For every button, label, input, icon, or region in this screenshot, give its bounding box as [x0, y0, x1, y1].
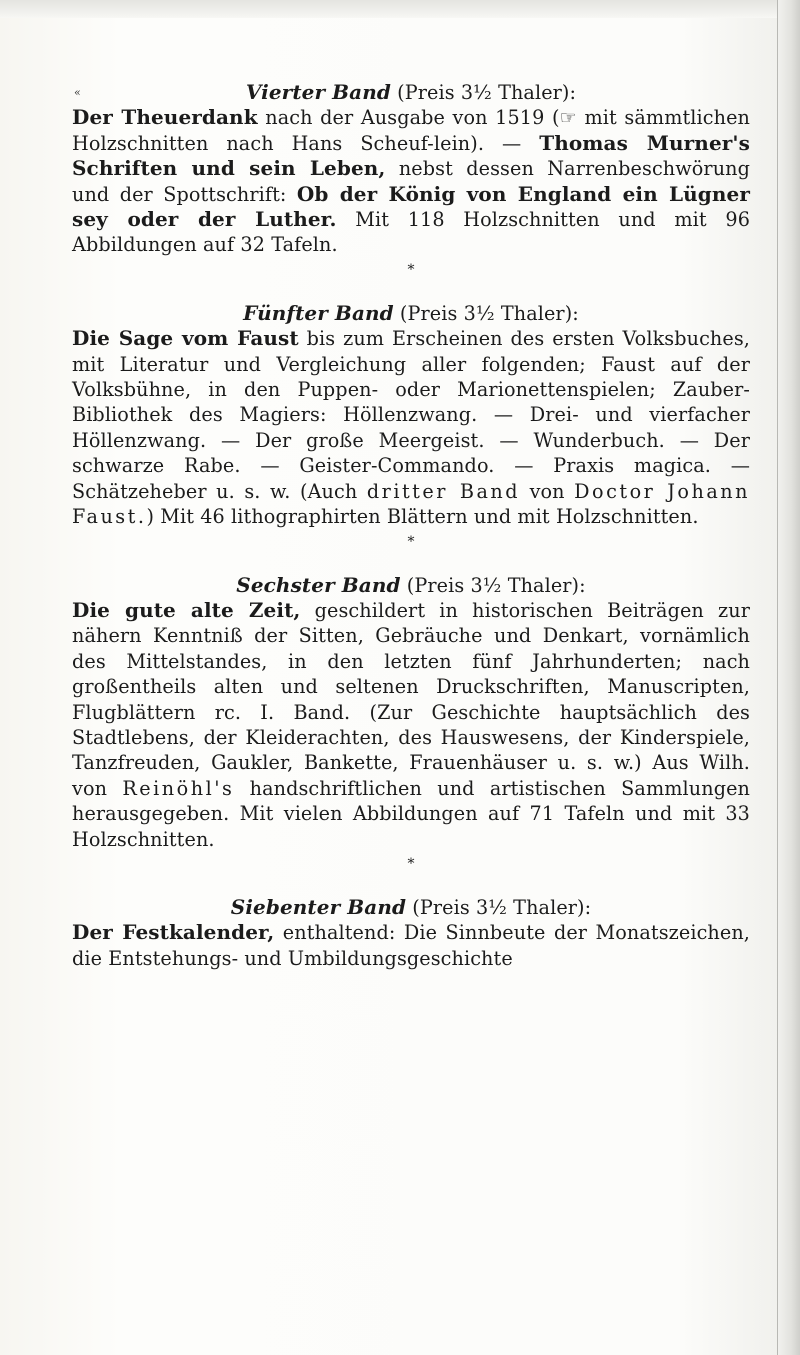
band-title: Vierter Band	[245, 80, 391, 104]
section-body	[72, 920, 750, 971]
spaced-emphasis: Reinöhl's	[122, 776, 235, 800]
book-title: Der Theuerdank	[72, 105, 258, 130]
book-title: Die gute alte Zeit,	[72, 597, 301, 622]
book-advertisement-text	[72, 80, 750, 971]
band-title: Sechster Band	[236, 572, 401, 597]
body-text: geschildert in historischen Beiträgen zur nähern Kenntniß der Sitten, Gebräuche und Denkart, vornämlich des Mittelstandes, in den letzten fünf Jahrhunderten; nach großentheils alten und seltenen Druckschriften, Manuscripten, Flugblättern rc. I. Band. (Zur Geschichte hauptsächlich des Stadtlebens, der Kleiderachten, des Hauswesens, der Kinderspiele, Tanzfreuden, Gaukler, Bankette, Frauenhäuser u. s. w.) Aus Wilh. von	[72, 598, 750, 800]
section-heading	[72, 80, 750, 105]
book-title: Der Festkalender,	[72, 920, 275, 945]
separator-star: *	[407, 533, 415, 550]
page-edge	[777, 0, 800, 1355]
band-title: Fünfter Band	[243, 300, 394, 325]
section-body	[72, 598, 750, 852]
section-heading	[72, 895, 750, 920]
section-body	[72, 326, 750, 529]
body-text: von	[520, 479, 575, 503]
body-text: ) Mit 46 lithographirten Blättern und mit Holzschnitten.	[146, 505, 699, 529]
book-title: Ob der König von England ein Lügner sey oder der Luther.	[72, 181, 750, 232]
body-text: nebst dessen Narrenbeschwörung und der Spottschrift:	[72, 157, 750, 206]
body-text: nach der Ausgabe von 1519 (☞ mit sämmtlichen Holzschnitten nach Hans Scheuf-lein). —	[72, 106, 750, 155]
book-title: Thomas Murner's Schriften und sein Leben,	[72, 130, 750, 181]
body-text: Mit 118 Holzschnitten und mit 96 Abbildungen auf 32 Tafeln.	[72, 208, 750, 257]
section-body	[72, 105, 750, 257]
separator-star: *	[407, 855, 415, 872]
body-text: bis zum Erscheinen des ersten Volksbuches, mit Literatur und Vergleichung aller folgenden; Faust auf der Volksbühne, in den Puppen- oder Marionettenspielen; Zauber-Bibliothek des Magiers: Höllenzwang. — Drei- und vierfacher Höllenzwang. — Der große Meergeist. — Wunderbuch. — Der schwarze Rabe. — Geister-Commando. — Praxis magica. — Schätzeheber u. s. w. (Auch	[72, 327, 750, 503]
band-price: (Preis 3½ Thaler):	[406, 895, 592, 919]
page-top-shadow	[0, 0, 800, 18]
separator-star: *	[407, 261, 415, 278]
band-price: (Preis 3½ Thaler):	[400, 573, 586, 597]
spaced-emphasis: Doctor Johann Faust.	[72, 479, 750, 529]
spaced-emphasis: dritter Band	[366, 479, 521, 503]
corner-mark: «	[74, 86, 81, 99]
body-text: handschriftlichen und artistischen Sammlungen herausgegeben. Mit vielen Abbildungen auf 71 Tafeln und mit 33 Holzschnitten.	[72, 776, 750, 851]
band-price: (Preis 3½ Thaler):	[390, 81, 577, 104]
book-title: Die Sage vom Faust	[72, 326, 299, 351]
section-heading	[72, 573, 750, 598]
band-title: Siebenter Band	[230, 894, 407, 919]
band-price: (Preis 3½ Thaler):	[393, 301, 579, 325]
section-heading	[72, 301, 750, 326]
body-text: enthaltend: Die Sinnbeute der Monatszeichen, die Entstehungs- und Umbildungsgeschichte	[72, 921, 751, 970]
